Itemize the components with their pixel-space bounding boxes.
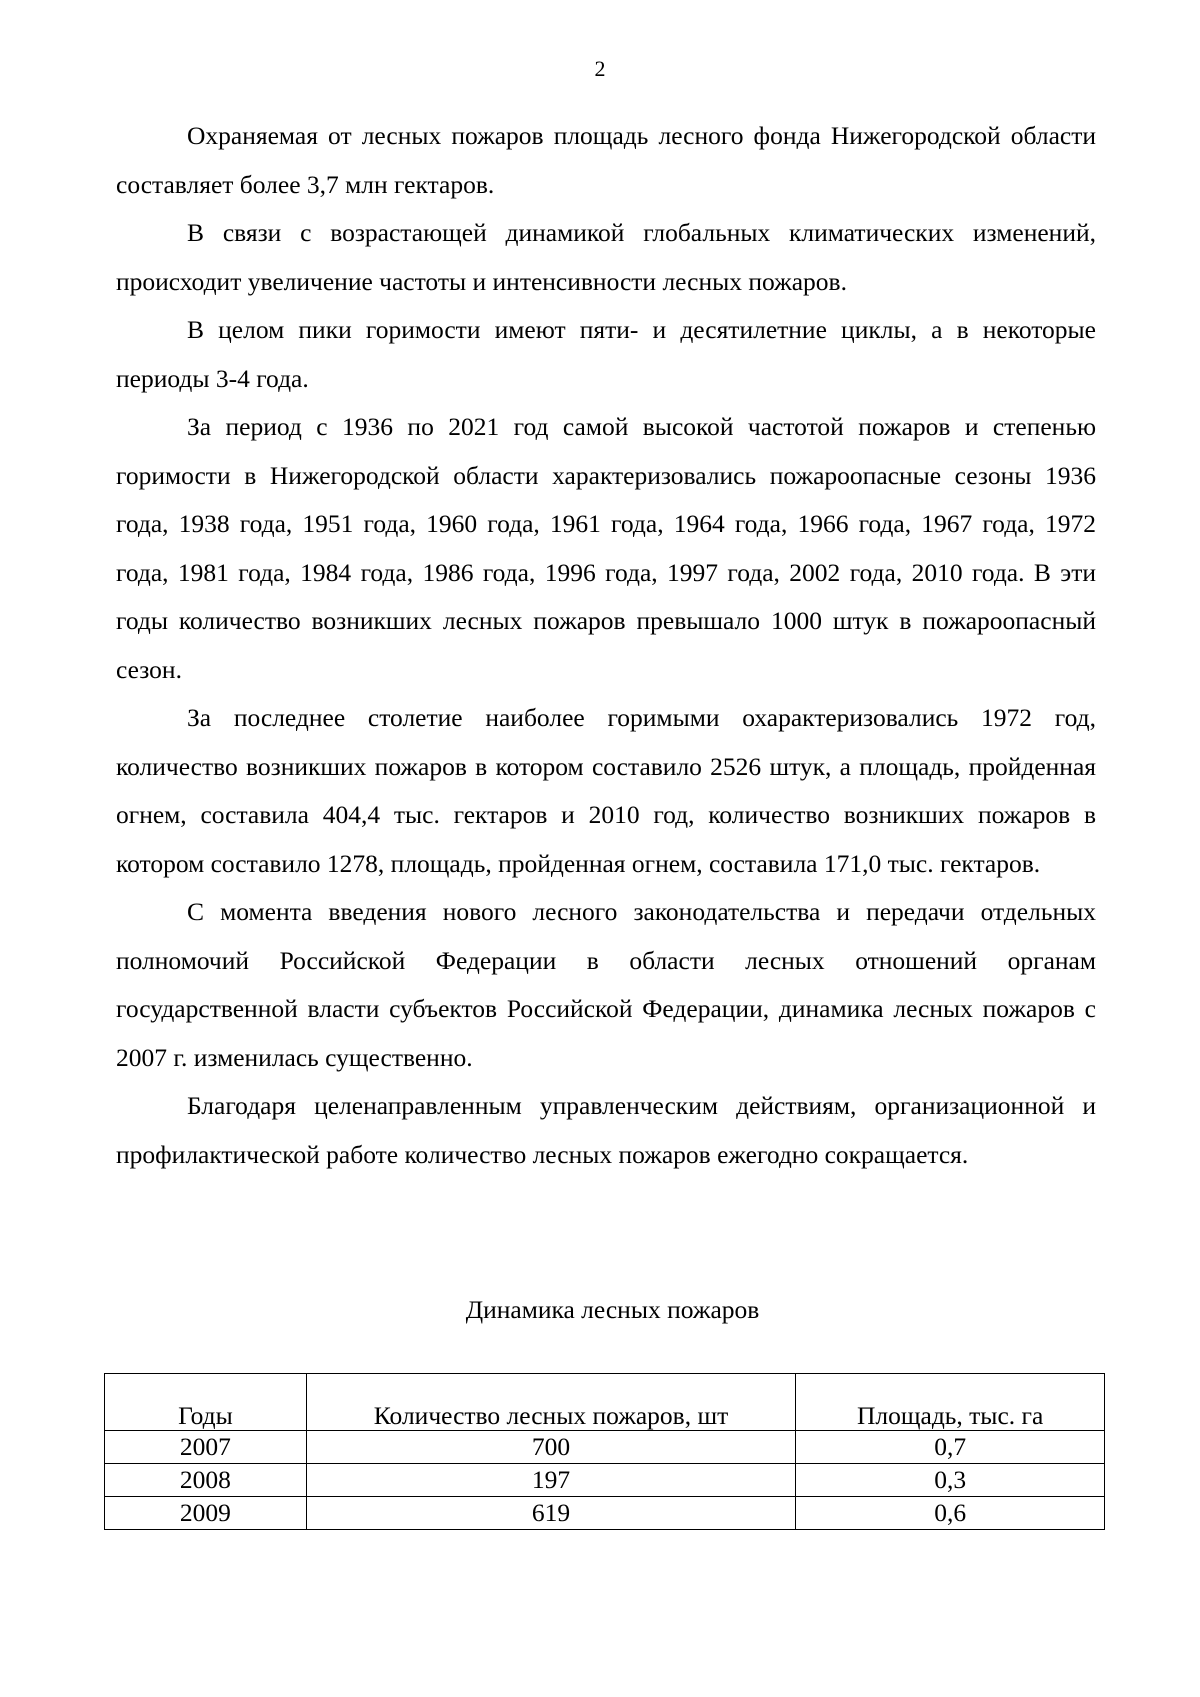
cell-fire-count: 700 — [306, 1431, 795, 1464]
paragraph-reduction: Благодаря целенаправленным управленческим действиям, организационной и профилактической работе количество лесных пожаров ежегодно сокращается. — [116, 1091, 1096, 1169]
paragraph-fire-cycles: В целом пики горимости имеют пяти- и десятилетние циклы, а в некоторые периоды 3-4 года. — [116, 315, 1096, 393]
header-fire-count: Количество лесных пожаров, шт — [306, 1374, 795, 1431]
page-number: 2 — [594, 56, 606, 81]
cell-year: 2008 — [105, 1464, 307, 1497]
table-title: Динамика лесных пожаров — [465, 1295, 760, 1324]
paragraph-protected-area: Охраняемая от лесных пожаров площадь лесного фонда Нижегородской области составляет более 3,7 млн гектаров. — [116, 121, 1096, 199]
cell-area: 0,6 — [796, 1497, 1105, 1530]
paragraph-legislation: С момента введения нового лесного законодательства и передачи отдельных полномочий Российской Федерации в области лесных отношений органам государственной власти субъектов Российской Федерации, динамика лесных пожаров с 2007 г. изменилась существенно. — [116, 897, 1096, 1072]
table-row — [105, 1464, 1105, 1497]
table-header-row — [105, 1374, 1105, 1431]
header-area: Площадь, тыс. га — [796, 1374, 1105, 1431]
paragraph-peak-seasons: За период с 1936 по 2021 год самой высокой частотой пожаров и степенью горимости в Нижегородской области характеризовались пожароопасные сезоны 1936 года, 1938 года, 1951 года, 1960 года, 1961 года, 1964 года, 1966 года, 1967 года, 1972 года, 1981 года, 1984 года, 1986 года, 1996 года, 1997 года, 2002 года, 2010 года. В эти годы количество возникших лесных пожаров превышало 1000 штук в пожароопасный сезон. — [116, 412, 1096, 684]
cell-area: 0,7 — [796, 1431, 1105, 1464]
table-row — [105, 1431, 1105, 1464]
cell-area: 0,3 — [796, 1464, 1105, 1497]
header-years: Годы — [105, 1374, 307, 1431]
paragraph-worst-years: За последнее столетие наиболее горимыми охарактеризовались 1972 год, количество возникших пожаров в котором составило 2526 штук, а площадь, пройденная огнем, составила 404,4 тыс. гектаров и 2010 год, количество возникших пожаров в котором составило 1278, площадь, пройденная огнем, составила 171,0 тыс. гектаров. — [116, 703, 1096, 878]
forest-fires-table — [104, 1373, 1105, 1530]
cell-fire-count: 619 — [306, 1497, 795, 1530]
cell-year: 2007 — [105, 1431, 307, 1464]
paragraph-climate-change: В связи с возрастающей динамикой глобальных климатических изменений, происходит увеличение частоты и интенсивности лесных пожаров. — [116, 218, 1096, 296]
cell-fire-count: 197 — [306, 1464, 795, 1497]
document-body — [116, 112, 1096, 1179]
table-row — [105, 1497, 1105, 1530]
cell-year: 2009 — [105, 1497, 307, 1530]
